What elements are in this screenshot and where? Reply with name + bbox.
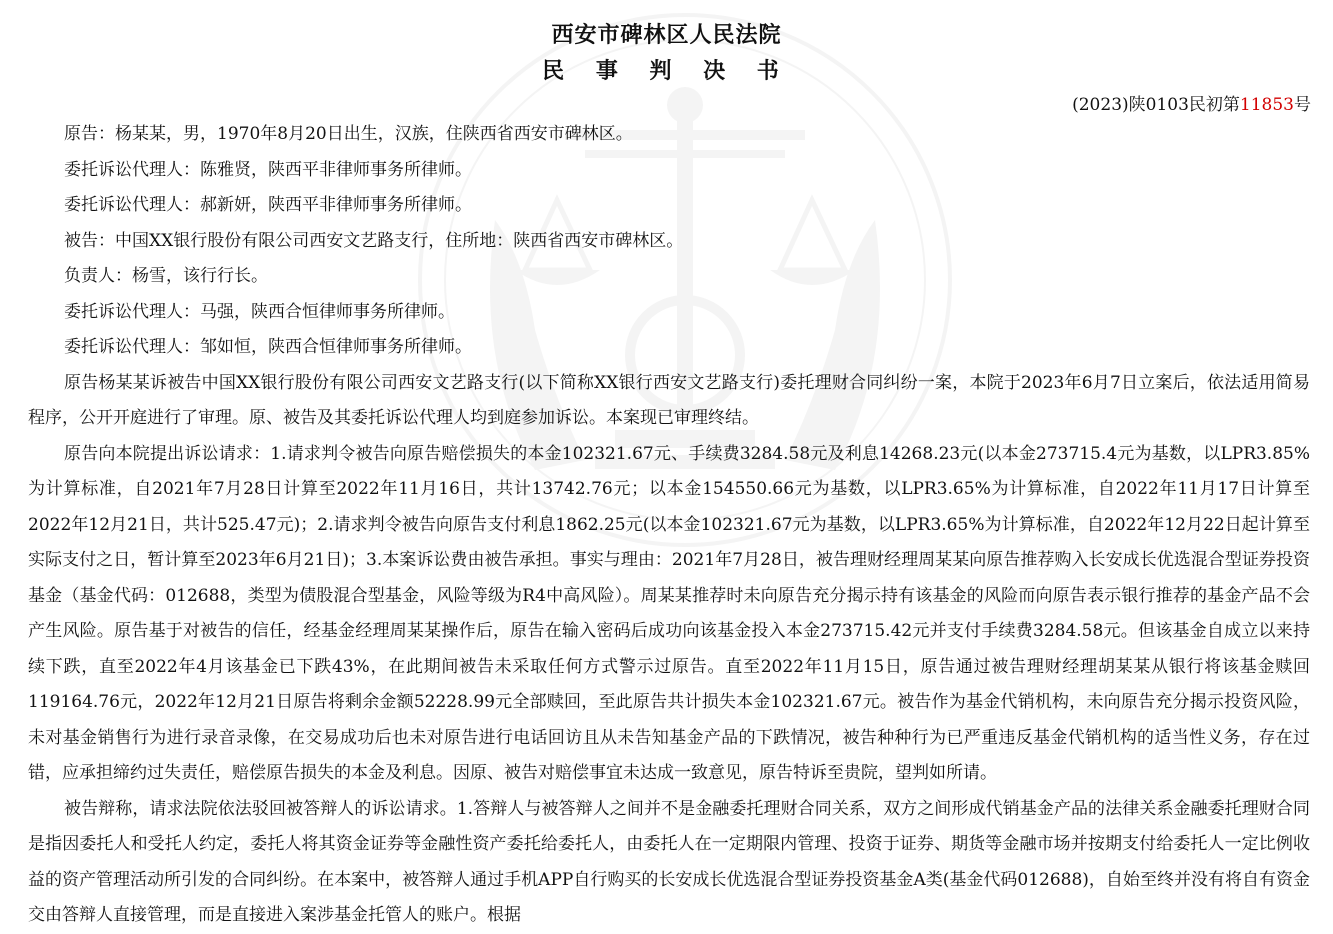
document-body <box>28 117 1310 934</box>
party-defendant-representative: 负责人：杨雪，该行行长。 <box>64 266 268 286</box>
party-plaintiff: 原告：杨某某，男，1970年8月20日出生，汉族，住陕西省西安市碑林区。 <box>64 124 633 144</box>
party-defendant: 被告：中国XX银行股份有限公司西安文艺路支行，住所地：陕西省西安市碑林区。 <box>64 230 684 251</box>
paragraph-case-intro: 原告杨某某诉被告中国XX银行股份有限公司西安文艺路支行(以下简称XX银行西安文艺路支行)委托理财合同纠纷一案，本院于2023年6月7日立案后，依法适用简易程序，公开开庭进行了审理。原、被告及其委托诉讼代理人均到庭参加诉讼。本案现已审理终结。 <box>28 372 1310 428</box>
case-number-prefix: (2023)陕0103民初第 <box>1072 95 1240 115</box>
court-name: 西安市碑林区人民法院 <box>551 23 782 48</box>
party-defendant-agent-2: 委托诉讼代理人：邹如恒，陕西合恒律师事务所律师。 <box>64 337 472 357</box>
case-number-highlight: 11853 <box>1239 95 1294 115</box>
party-plaintiff-agent-2: 委托诉讼代理人：郝新妍，陕西平非律师事务所律师。 <box>64 195 472 215</box>
case-number-suffix: 号 <box>1294 95 1311 115</box>
party-plaintiff-agent-1: 委托诉讼代理人：陈雅贤，陕西平非律师事务所律师。 <box>64 159 472 180</box>
case-number <box>1072 90 1311 115</box>
paragraph-plaintiff-claims: 原告向本院提出诉讼请求：1.请求判令被告向原告赔偿损失的本金102321.67元、手续费3284.58元及利息14268.23元(以本金273715.4元为基数，以LPR3.85%为计算标准，自2021年7月28日计算至2022年11月16日，共计13742.76元；以本金154550.66元为基数，以LPR3.65%为计算标准，自2022年11月17日计算至2022年12月21日，共计525.47元)；2.请求判令被告向原告支付利息1862.25元(以本金102321.67元为基数，以LPR3.65%为计算标准，自2022年12月22日起计算至实际支付之日，暂计算至2023年6月21日)；3.本案诉讼费由被告承担。事实与理由：2021年7月28日，被告理财经理周某某向原告推荐购入长安成长优选混合型证券投资基金（基金代码：012688，类型为债股混合型基金，风险等级为R4中高风险）。周某某推荐时未向原告充分揭示持有该基金的风险而向原告表示银行推荐的基金产品不会产生风险。原告基于对被告的信任，经基金经理周某某操作后，原告在输入密码后成功向该基金投入本金273715.42元并支付手续费3284.58元。但该基金自成立以来持续下跌，直至2022年4月该基金已下跌43%，在此期间被告未采取任何方式警示过原告。直至2022年11月15日，原告通过被告理财经理胡某某从银行将该基金赎回119164.76元，2022年12月21日原告将剩余金额52228.99元全部赎回，至此原告共计损失本金102321.67元。被告作为基金代销机构，未向原告充分揭示投资风险，未对基金销售行为进行录音录像，在交易成功后也未对原告进行电话回访且从未告知基金产品的下跌情况，被告种种行为已严重违反基金代销机构的适当性义务，存在过错，应承担缔约过失责任，赔偿原告损失的本金及利息。因原、被告对赔偿事宜未达成一致意见，原告特诉至贵院，望判如所请。 <box>28 443 1310 783</box>
paragraph-defendant-defense: 被告辩称，请求法院依法驳回被答辩人的诉讼请求。1.答辩人与被答辩人之间并不是金融委托理财合同关系，双方之间形成代销基金产品的法律关系金融委托理财合同是指因委托人和受托人约定，委托人将其资金证券等金融性资产委托给委托人，由委托人在一定期限内管理、投资于证券、期货等金融市场并按期支付给委托人一定比例收益的资产管理活动所引发的合同纠纷。在本案中，被答辩人通过手机APP自行购买的长安成长优选混合型证券投资基金A类(基金代码012688)，自始至终并没有将自有资金交由答辩人直接管理，而是直接进入案涉基金托管人的账户。根据 <box>28 798 1310 925</box>
party-defendant-agent-1: 委托诉讼代理人：马强，陕西合恒律师事务所律师。 <box>64 301 455 322</box>
document-title: 民 事 判 决 书 <box>542 59 791 84</box>
